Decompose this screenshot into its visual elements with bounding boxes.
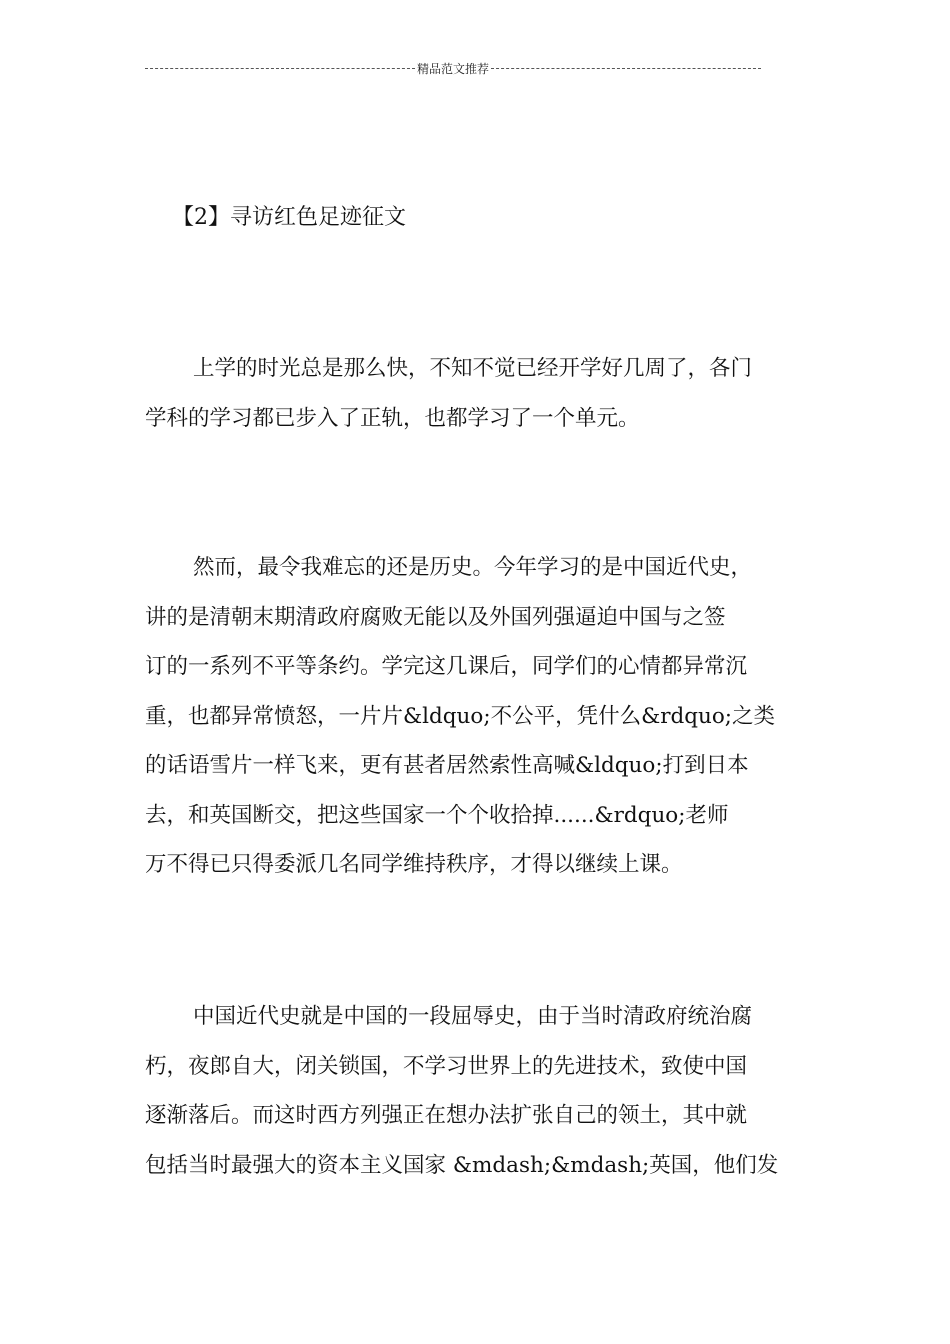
paragraph-line: 的话语雪片一样飞来，更有甚者居然索性高喊&ldquo;打到日本 bbox=[145, 753, 749, 778]
section-title: 【2】寻访红色足迹征文 bbox=[172, 205, 406, 230]
paragraph-3 bbox=[145, 992, 815, 1190]
paragraph-line: 逐渐落后。而这时西方列强正在想办法扩张自己的领土，其中就 bbox=[145, 1103, 748, 1128]
paragraph-1 bbox=[145, 344, 815, 443]
paragraph-line: 学科的学习都已步入了正轨，也都学习了一个单元。 bbox=[145, 405, 640, 431]
header-left-rule bbox=[145, 68, 415, 69]
header-right-rule bbox=[491, 68, 761, 69]
paragraph-line: 讲的是清朝末期清政府腐败无能以及外国列强逼迫中国与之签 bbox=[145, 604, 726, 630]
paragraph-line: 万不得已只得委派几名同学维持秩序，才得以继续上课。 bbox=[145, 852, 683, 877]
header-label: 精品范文推荐 bbox=[417, 61, 490, 76]
paragraph-line: 重，也都异常愤怒，一片片&ldquo;不公平，凭什么&rdquo;之类 bbox=[145, 703, 776, 729]
paragraph-line: 中国近代史就是中国的一段屈辱史，由于当时清政府统治腐 bbox=[193, 1004, 753, 1029]
paragraph-line: 然而，最令我难忘的还是历史。今年学习的是中国近代史， bbox=[193, 555, 753, 580]
paragraph-line: 订的一系列不平等条约。学完这几课后，同学们的心情都异常沉 bbox=[145, 654, 748, 679]
page-header bbox=[145, 58, 761, 78]
paragraph-line: 朽，夜郎自大，闭关锁国，不学习世界上的先进技术，致使中国 bbox=[145, 1053, 748, 1079]
paragraph-line: 包括当时最强大的资本主义国家 &mdash;&mdash;英国，他们发 bbox=[145, 1152, 779, 1178]
paragraph-2 bbox=[145, 543, 815, 890]
paragraph-line: 上学的时光总是那么快，不知不觉已经开学好几周了，各门 bbox=[193, 356, 753, 381]
paragraph-line: 去，和英国断交，把这些国家一个个收拾掉......&rdquo;老师 bbox=[145, 802, 729, 828]
